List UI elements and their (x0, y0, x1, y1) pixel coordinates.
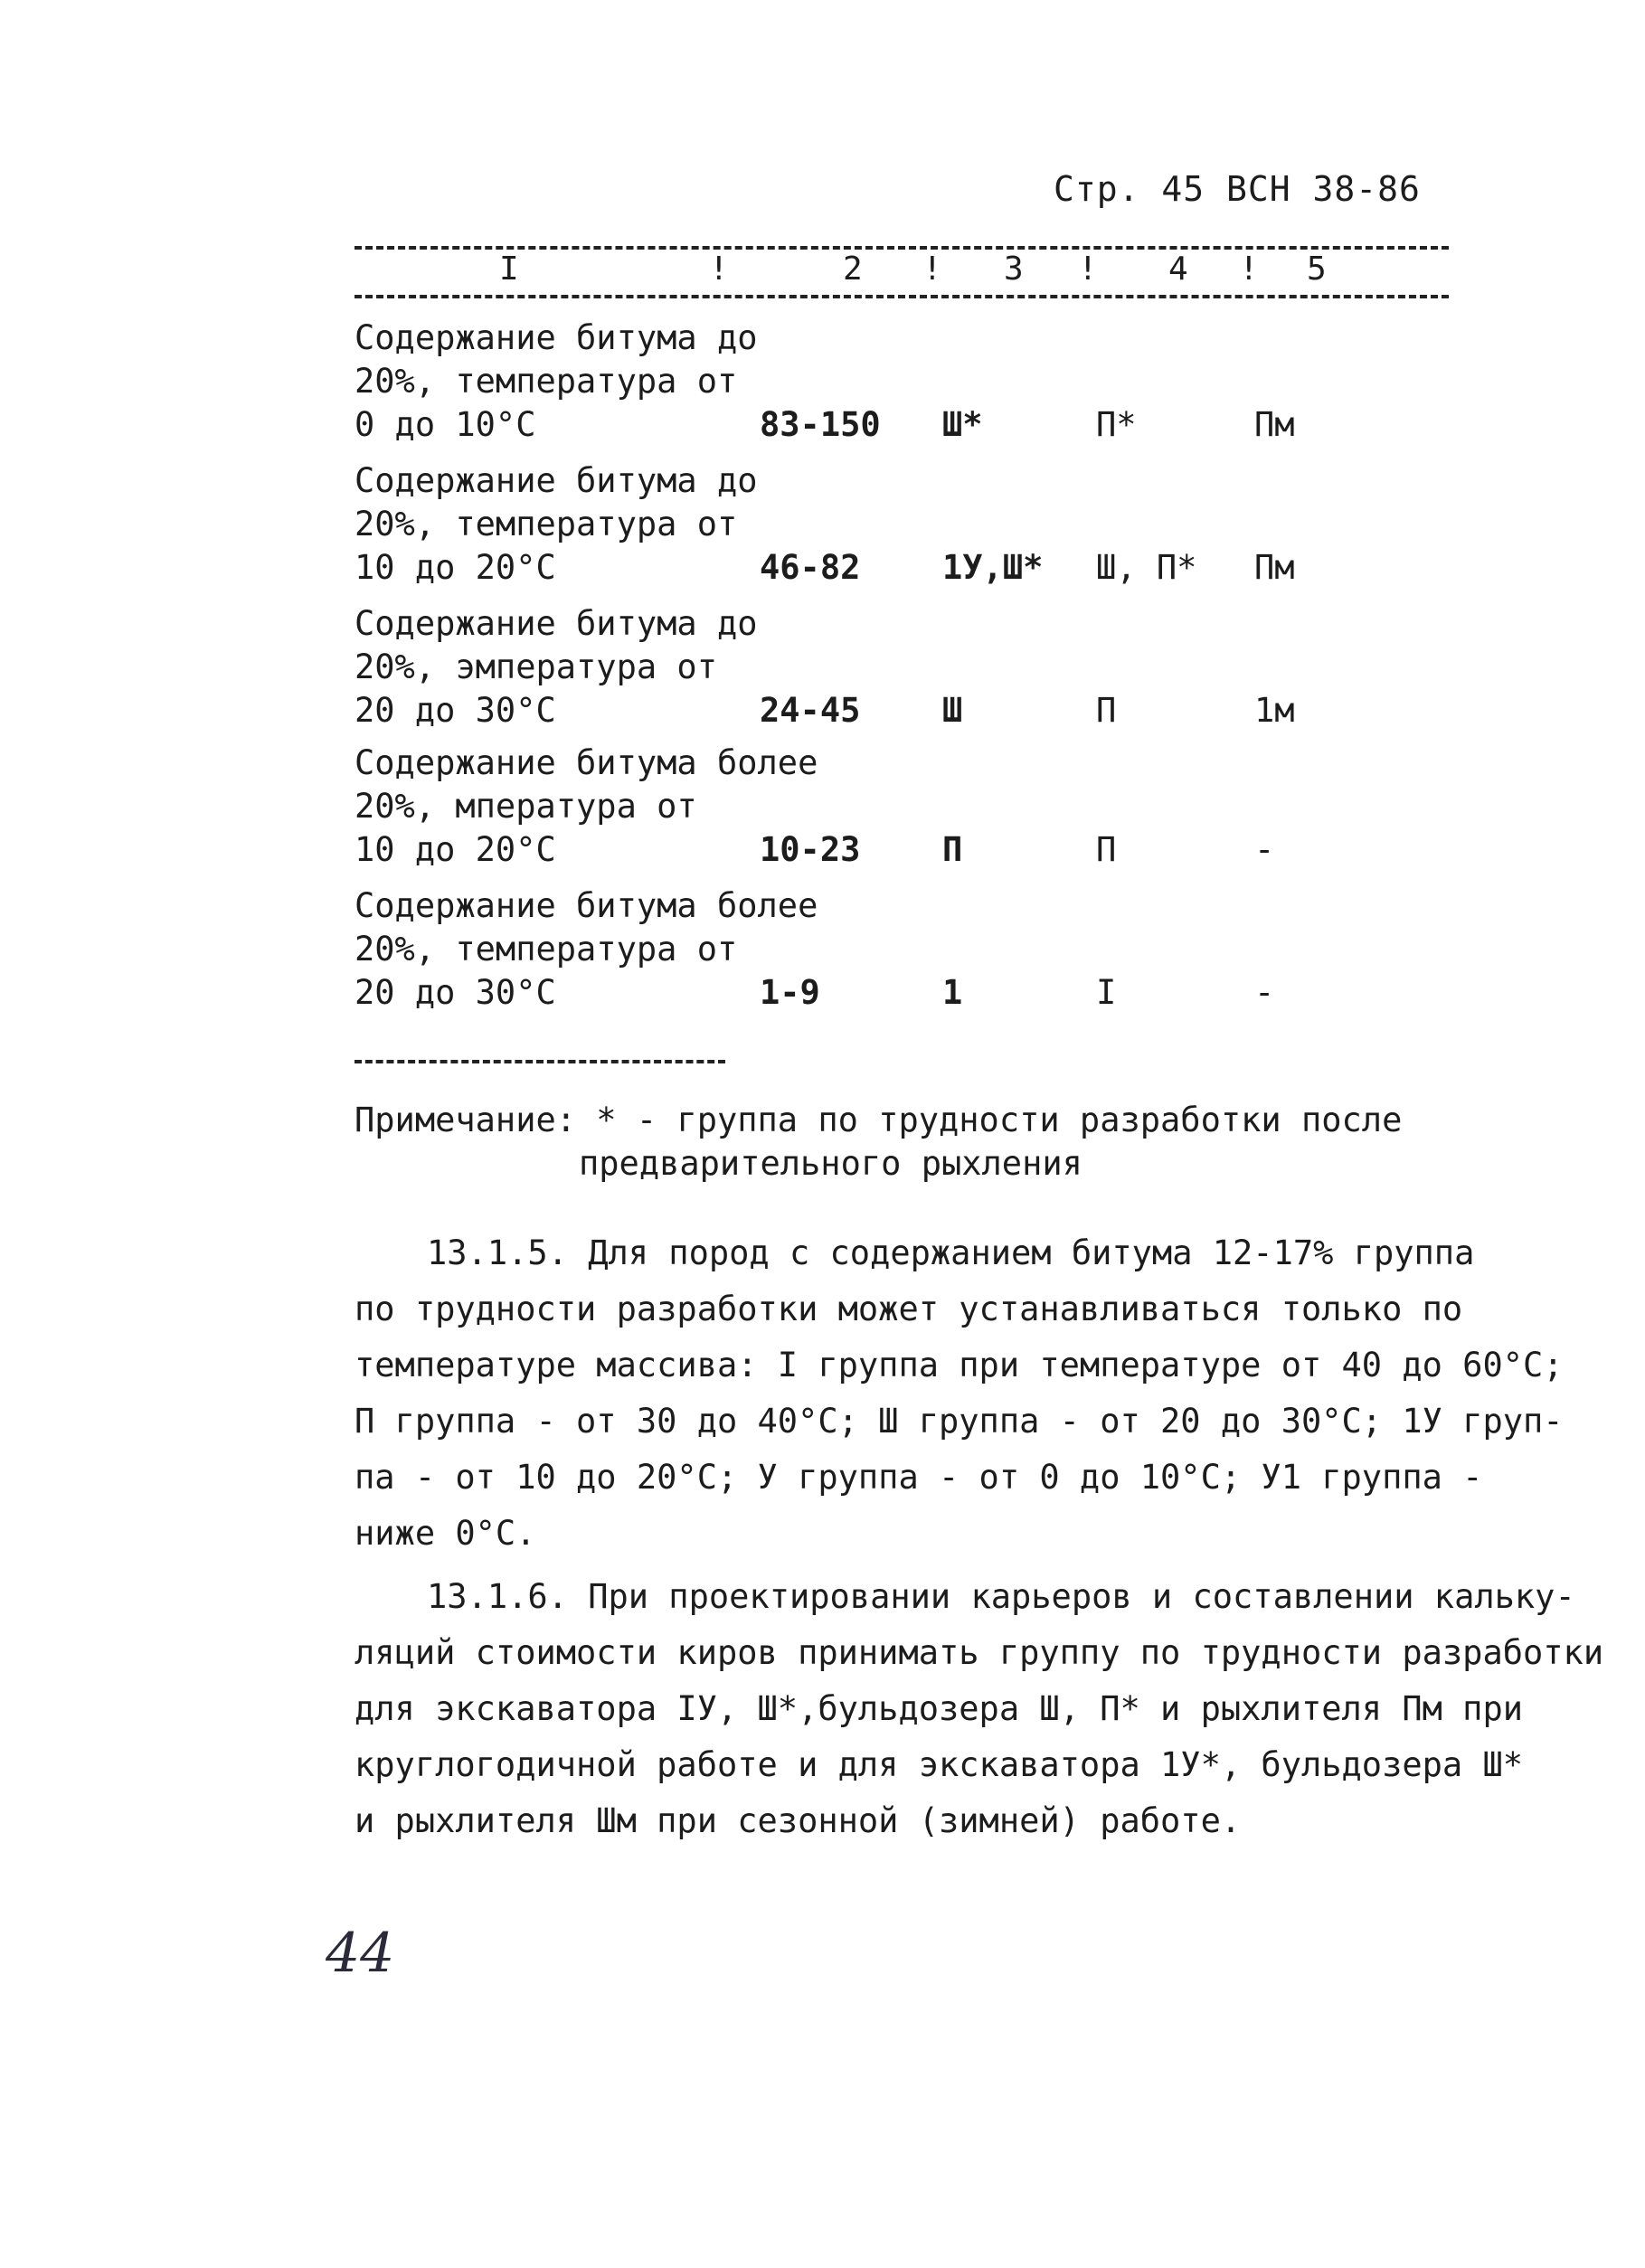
cell-col3: 1 (942, 973, 963, 1012)
desc-line: Содержание битума до (355, 318, 758, 357)
cell-col5: Пм (1254, 405, 1295, 444)
paragraph-line: 13.1.5. Для пород с содержанием битума 12-17% группа (427, 1233, 1475, 1272)
col-label-4: 4 (1168, 250, 1188, 288)
cell-col4: Ш, П* (1096, 548, 1197, 587)
cell-col3: П (942, 830, 963, 869)
row-description (355, 602, 789, 732)
cell-col2: 1-9 (760, 973, 820, 1012)
cell-col5: 1м (1254, 691, 1295, 730)
page-header: Стр. 45 ВСН 38-86 (1054, 169, 1421, 209)
desc-line: Содержание битума более (355, 743, 818, 782)
desc-line: 0 до 10°С (355, 405, 536, 444)
col-sep-4: ! (1239, 250, 1259, 288)
cell-col2: 10-23 (760, 830, 861, 869)
col-sep-1: ! (709, 250, 729, 288)
paragraph-13-1-5 (355, 1225, 1564, 1562)
paragraph-line: П группа - от 30 до 40°С; Ш группа - от 20 до 30°С; 1У груп- (355, 1402, 1564, 1441)
cell-col5: - (1254, 830, 1275, 869)
col-label-3: 3 (1004, 250, 1024, 288)
paragraph-line: 13.1.6. При проектировании карьеров и составлении кальку- (427, 1577, 1575, 1616)
paragraph-line: и рыхлителя Шм при сезонной (зимней) работе. (355, 1801, 1242, 1840)
handwritten-page-number: 44 (326, 1922, 395, 1985)
cell-col2: 24-45 (760, 691, 861, 730)
cell-col3: Ш* (942, 405, 983, 444)
desc-line: 10 до 20°С (355, 548, 556, 587)
col-label-2: 2 (843, 250, 863, 288)
paragraph-line: па - от 10 до 20°С; У группа - от 0 до 10°С; У1 группа - (355, 1458, 1483, 1497)
row-description (355, 459, 789, 590)
cell-col5: - (1254, 973, 1275, 1012)
paragraph-line: для экскаватора IУ, Ш*,бульдозера Ш, П* и рыхлителя Пм при (355, 1689, 1524, 1728)
cell-col3: 1У,Ш* (942, 548, 1044, 587)
desc-line: 20%, эмпература от (355, 647, 717, 686)
table-note (355, 1099, 1402, 1186)
paragraph-line: круглогодичной работе и для экскаватора 1У*, бульдозера Ш* (355, 1745, 1524, 1784)
row-description (355, 317, 789, 447)
table-top-rule (355, 246, 1449, 250)
cell-col2: 83-150 (760, 405, 881, 444)
table-bottom-rule (355, 1060, 725, 1063)
desc-line: Содержание битума более (355, 886, 818, 925)
cell-col2: 46-82 (760, 548, 861, 587)
paragraph-line: по трудности разработки может устанавливаться только по (355, 1290, 1463, 1328)
note-line: предварительного рыхления (579, 1144, 1082, 1183)
col-label-5: 5 (1307, 250, 1327, 288)
cell-col3: Ш (942, 691, 963, 730)
desc-line: 20%, температура от (355, 505, 738, 543)
desc-line: 20 до 30°С (355, 973, 556, 1012)
cell-col4: П (1096, 691, 1117, 730)
desc-line: 20%, мпература от (355, 787, 697, 826)
col-sep-3: ! (1078, 250, 1098, 288)
col-sep-2: ! (922, 250, 942, 288)
desc-line: 20 до 30°С (355, 691, 556, 730)
col-label-1: I (499, 250, 519, 288)
paragraph-line: температуре массива: I группа при температуре от 40 до 60°С; (355, 1346, 1564, 1384)
note-line: Примечание: * - группа по трудности разработки после (355, 1101, 1403, 1139)
paragraph-line: ниже 0°С. (355, 1514, 536, 1553)
desc-line: Содержание битума до (355, 461, 758, 500)
desc-line: Содержание битума до (355, 604, 758, 643)
desc-line: 20%, температура от (355, 930, 738, 969)
cell-col5: Пм (1254, 548, 1295, 587)
table-header-rule (355, 295, 1449, 298)
desc-line: 20%, температура от (355, 362, 738, 401)
paragraph-line: ляций стоимости киров принимать группу по трудности разработки (355, 1633, 1604, 1672)
cell-col4: П* (1096, 405, 1137, 444)
paragraph-13-1-6 (355, 1569, 1604, 1849)
cell-col4: П (1096, 830, 1117, 869)
desc-line: 10 до 20°С (355, 830, 556, 869)
table-header (355, 250, 1449, 297)
cell-col4: I (1096, 973, 1117, 1012)
